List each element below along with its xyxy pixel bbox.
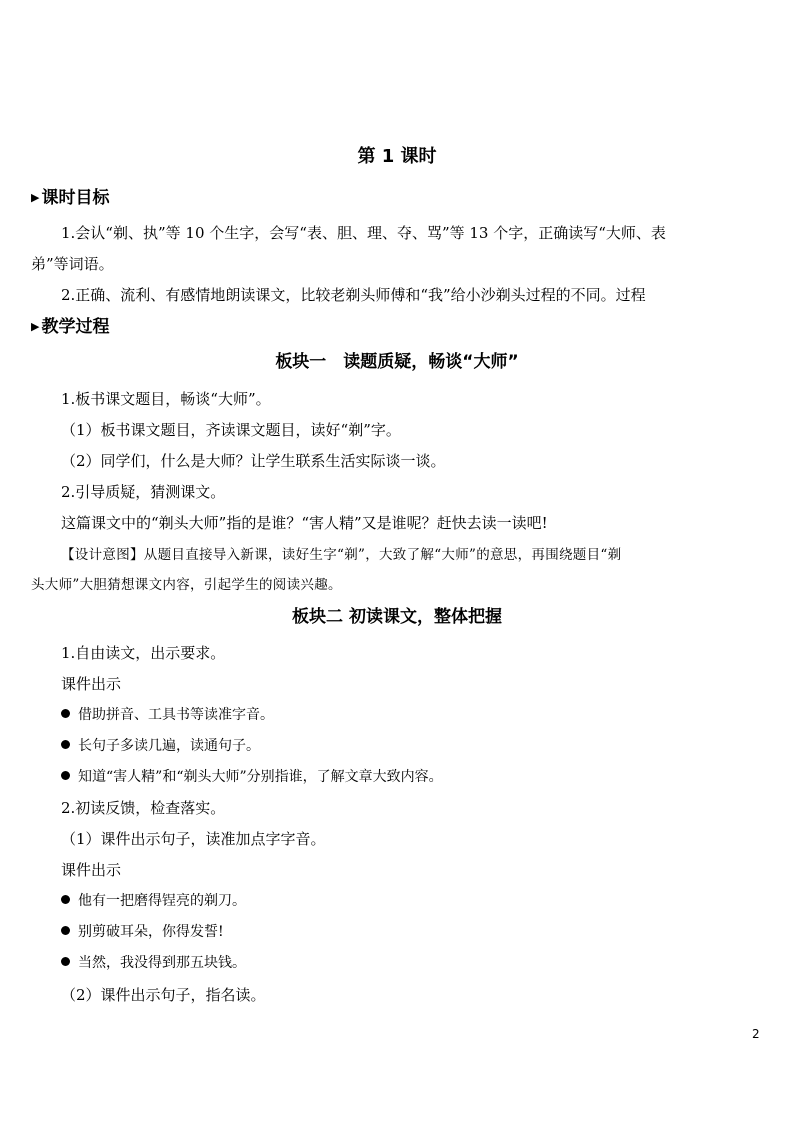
objective-1-line-2: 弟”等词语。 [31,255,114,273]
bullet-text: 知道“害人精”和“剃头大师”分别指谁，了解文章大致内容。 [78,769,443,785]
triangle-bullet-icon: ▶ [31,191,40,204]
bullet-item [61,952,246,974]
objectives-heading [31,187,109,209]
bullet-text: 借助拼音、工具书等读准字音。 [78,707,274,723]
process-heading-text: 教学过程 [41,317,110,337]
bullet-dot-icon [61,771,70,780]
bullet-dot-icon [61,740,70,749]
lesson-title: 第 1 课时 [357,146,437,167]
block1-step1-b: （2）同学们，什么是大师？让学生联系生活实际谈一谈。 [61,452,446,470]
objective-2: 2.正确、流利、有感情地朗读课文，比较老剃头师傅和“我”给小沙剃头过程的不同。过程 [61,286,646,304]
bullet-item [61,735,260,757]
block1-title: 板块一 读题质疑，畅谈“大师” [275,352,519,372]
block2-title: 板块二 初读课文，整体把握 [292,607,502,627]
bullet-dot-icon [61,957,70,966]
block1-step2: 2.引导质疑，猜测课文。 [61,483,226,501]
bullet-dot-icon [61,709,70,718]
block1-step2-text: 这篇课文中的“剃头大师”指的是谁？“害人精”又是谁呢？赶快去读一读吧! [61,514,548,532]
block1-step1: 1.板书课文题目，畅谈“大师”。 [61,390,271,408]
bullet-dot-icon [61,895,70,904]
block1-step1-a: （1）板书课文题目，齐读课文题目，读好“剃”字。 [61,421,401,439]
bullet-item [61,890,246,912]
courseware-label-2: 课件出示 [61,861,122,879]
page-number: 2 [752,1027,760,1041]
block2-step2-b: （2）课件出示句子，指名读。 [61,986,266,1004]
design-intent-line-1: 【设计意图】从题目直接导入新课，读好生字“剃”，大致了解“大师”的意思，再围绕题目“剃 [61,547,622,563]
design-intent-line-2: 头大师”大胆猜想课文内容，引起学生的阅读兴趣。 [31,577,342,593]
courseware-label-1: 课件出示 [61,675,122,693]
process-heading [31,316,109,338]
block2-step2: 2.初读反馈，检查落实。 [61,799,226,817]
triangle-bullet-icon: ▶ [31,320,40,333]
bullet-text: 长句子多读几遍，读通句子。 [78,738,260,754]
bullet-dot-icon [61,926,70,935]
objectives-heading-text: 课时目标 [41,188,110,208]
bullet-item [61,921,224,943]
block2-step2-a: （1）课件出示句子，读准加点字字音。 [61,830,326,848]
objective-1-line-1: 1.会认“剃、执”等 10 个生字，会写“表、胆、理、夺、骂”等 13 个字，正确读写“大师、表 [61,224,666,242]
bullet-text: 他有一把磨得锃亮的剃刀。 [78,893,246,909]
block2-step1: 1.自由读文，出示要求。 [61,644,226,662]
bullet-text: 当然，我没得到那五块钱。 [78,955,246,971]
bullet-item [61,704,274,726]
bullet-item [61,766,443,788]
bullet-text: 别剪破耳朵，你得发誓! [78,924,224,940]
